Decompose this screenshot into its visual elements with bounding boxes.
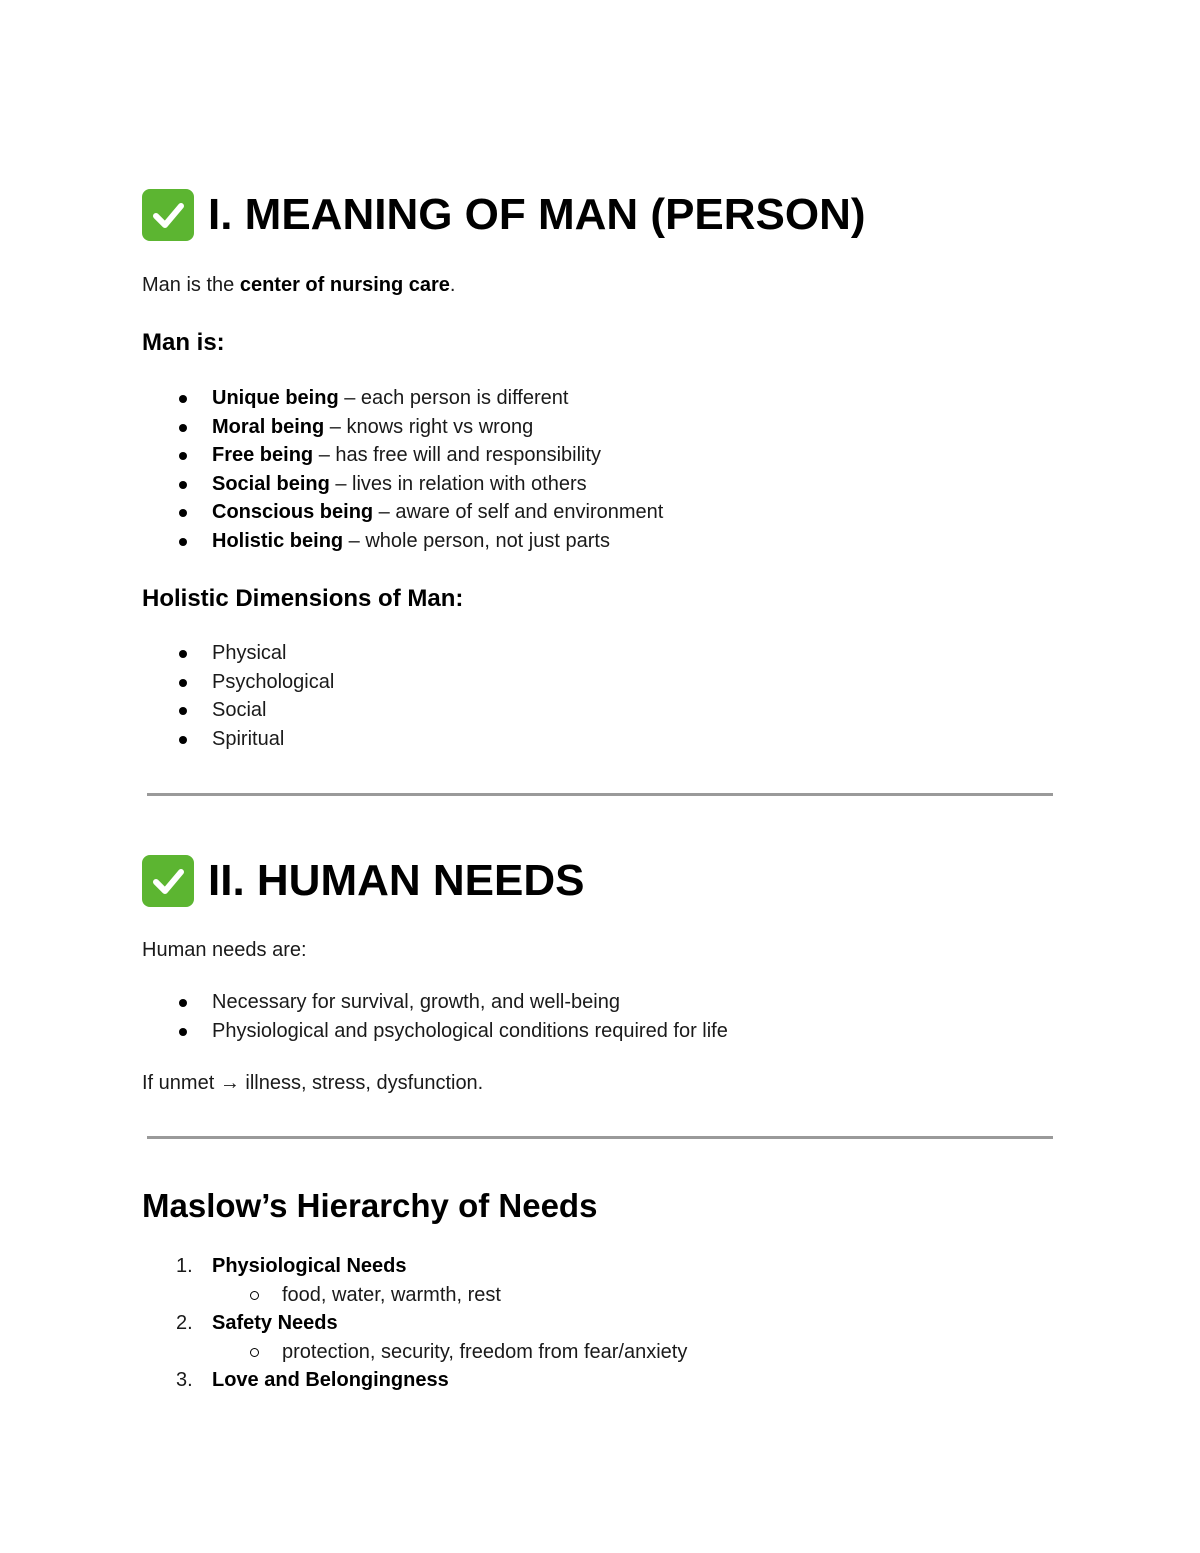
bullet-icon	[179, 395, 187, 403]
section-2-heading	[142, 855, 584, 907]
horizontal-divider	[147, 793, 1053, 796]
man-is-heading: Man is:	[142, 329, 225, 356]
list-item: 1. Physiological Needs	[176, 1255, 407, 1277]
check-mark-icon	[142, 189, 194, 241]
dimensions-heading: Holistic Dimensions of Man:	[142, 585, 464, 612]
bullet-icon	[179, 481, 187, 489]
human-needs-list	[142, 988, 728, 1045]
list-item: Moral being – knows right vs wrong	[142, 413, 663, 442]
bullet-icon	[179, 452, 187, 460]
list-item: Unique being – each person is different	[142, 384, 663, 413]
maslow-list	[142, 1252, 687, 1395]
dimensions-list	[142, 639, 334, 753]
section-1-heading	[142, 189, 866, 241]
list-item: Spiritual	[142, 725, 334, 754]
hollow-bullet-icon	[250, 1348, 259, 1357]
list-item: 3. Love and Belongingness	[176, 1369, 449, 1391]
bullet-icon	[179, 999, 187, 1007]
check-mark-icon	[142, 855, 194, 907]
list-item: Social being – lives in relation with others	[142, 470, 663, 499]
section-1-title: I. MEANING OF MAN (PERSON)	[208, 190, 866, 239]
bullet-icon	[179, 707, 187, 715]
human-needs-intro: Human needs are:	[142, 939, 307, 961]
bullet-icon	[179, 1028, 187, 1036]
list-item: Necessary for survival, growth, and well-being	[142, 988, 728, 1017]
intro-emphasis: center of nursing care	[239, 274, 450, 296]
list-item: Psychological	[142, 668, 334, 697]
bullet-icon	[179, 736, 187, 744]
bullet-icon	[179, 509, 187, 517]
section-2-title: II. HUMAN NEEDS	[208, 856, 585, 905]
list-item: Holistic being – whole person, not just parts	[142, 527, 663, 556]
bullet-icon	[179, 424, 187, 432]
bullet-icon	[179, 538, 187, 546]
hollow-bullet-icon	[250, 1291, 259, 1300]
list-item: Conscious being – aware of self and environment	[142, 498, 663, 527]
list-sub-item: food, water, warmth, rest	[142, 1281, 687, 1310]
maslow-heading: Maslow’s Hierarchy of Needs	[142, 1187, 598, 1224]
intro-paragraph: Man is the center of nursing care.	[142, 274, 456, 296]
unmet-needs-text: If unmet → illness, stress, dysfunction.	[142, 1072, 484, 1094]
list-item: Free being – has free will and responsibility	[142, 441, 663, 470]
list-item: Social	[142, 696, 334, 725]
horizontal-divider	[147, 1136, 1053, 1139]
list-item: Physiological and psychological conditions required for life	[142, 1017, 728, 1046]
man-is-list	[142, 384, 663, 555]
bullet-icon	[179, 650, 187, 658]
list-sub-item: protection, security, freedom from fear/anxiety	[142, 1338, 687, 1367]
list-item: Physical	[142, 639, 334, 668]
list-item: 2. Safety Needs	[176, 1312, 338, 1334]
bullet-icon	[179, 679, 187, 687]
